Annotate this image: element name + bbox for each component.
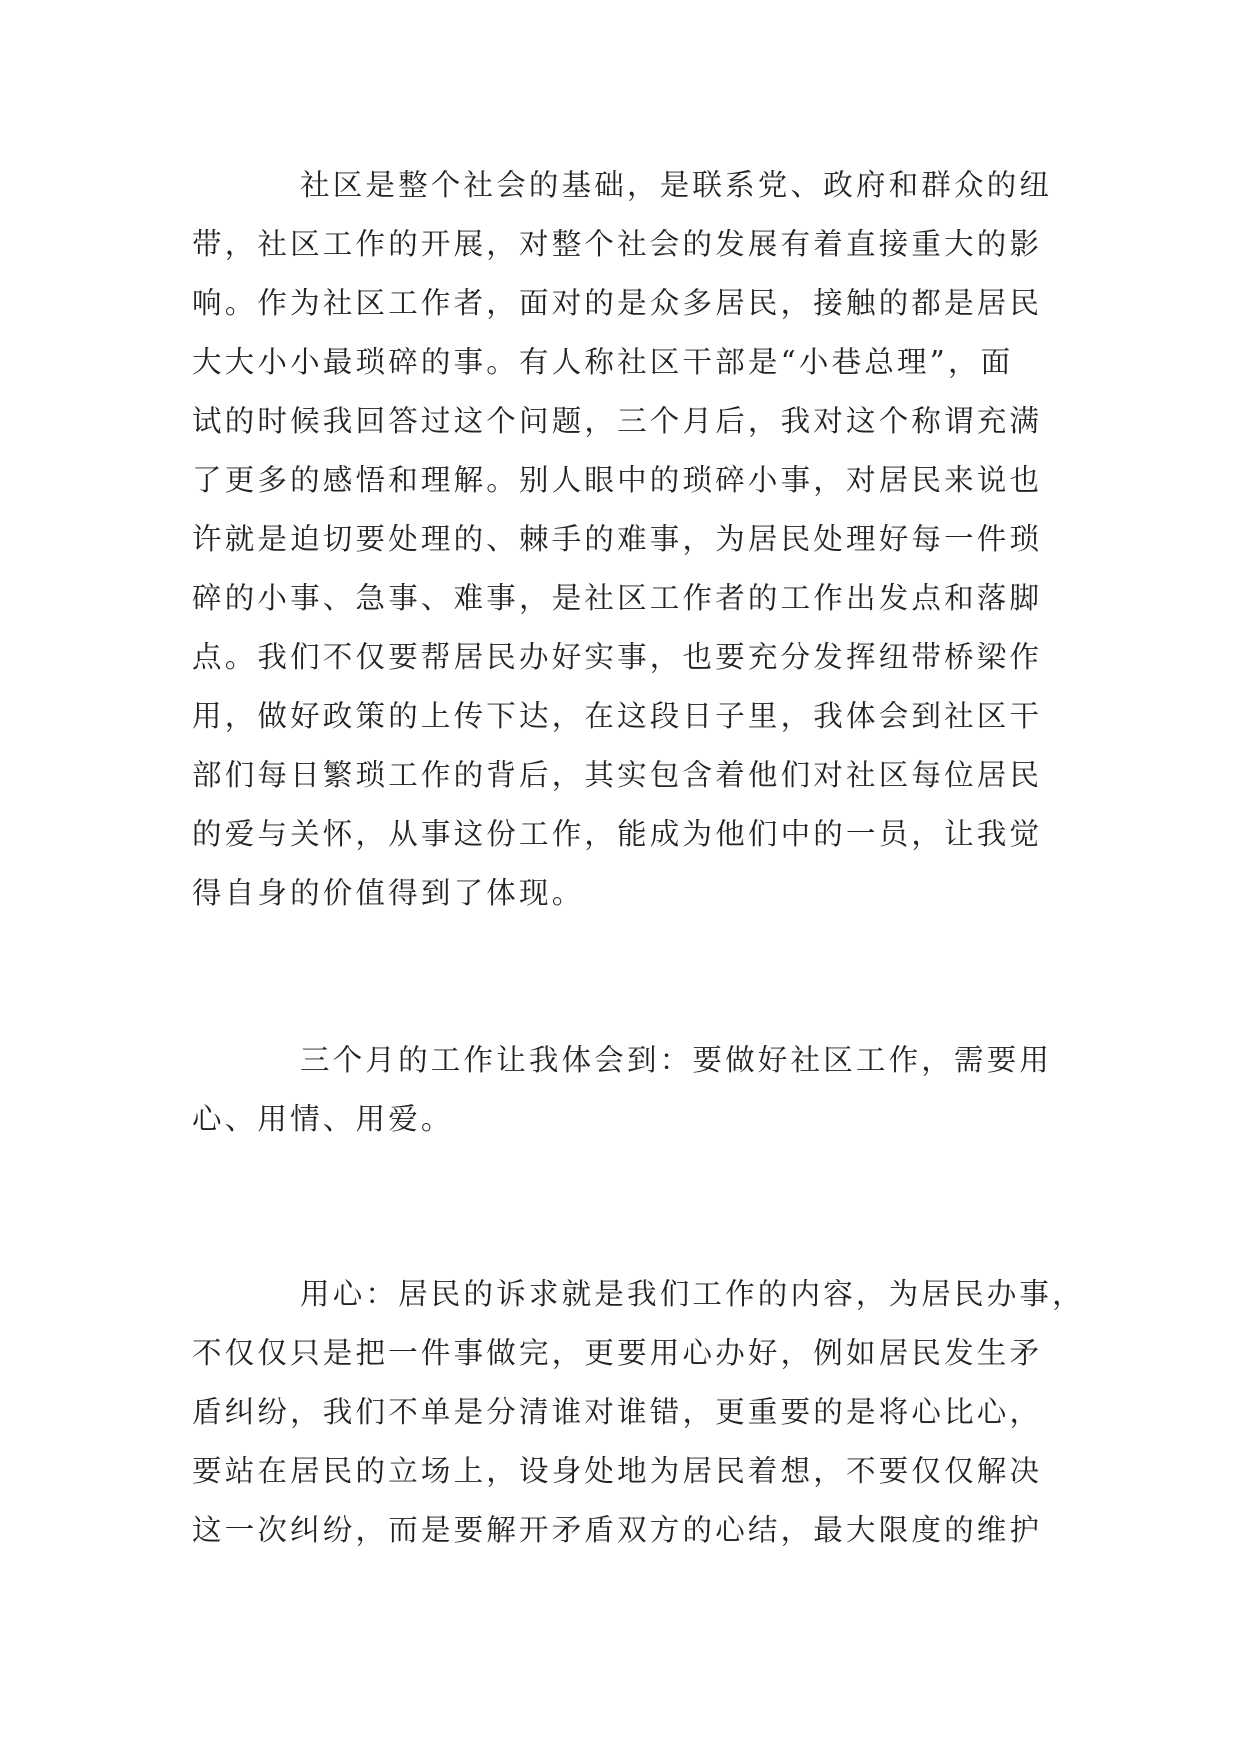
paragraph-community-foundation [192,156,1062,923]
paragraph-line: 社区是整个社会的基础，是联系党、政府和群众的纽 [300,168,1053,202]
paragraph-line: 三个月的工作让我体会到：要做好社区工作，需要用 [300,1043,1053,1077]
paragraph-line: 盾纠纷，我们不单是分清谁对谁错，更重要的是将心比心， [192,1395,1043,1429]
paragraph-line: 得自身的价值得到了体现。 [192,876,585,910]
paragraph-line: 了更多的感悟和理解。别人眼中的琐碎小事，对居民来说也 [192,463,1043,497]
paragraph-line: 心、用情、用爱。 [192,1102,454,1136]
paragraph-line: 的爱与关怀，从事这份工作，能成为他们中的一员，让我觉 [192,817,1043,851]
paragraph-line: 许就是迫切要处理的、棘手的难事，为居民处理好每一件琐 [192,522,1043,556]
paragraph-line: 响。作为社区工作者，面对的是众多居民，接触的都是居民 [192,286,1043,320]
paragraph-line: 大大小小最琐碎的事。有人称社区干部是“小巷总理”，面 [192,345,1014,379]
paragraph-line: 用心：居民的诉求就是我们工作的内容，为居民办事， [300,1277,1085,1311]
paragraph-line: 要站在居民的立场上，设身处地为居民着想，不要仅仅解决 [192,1454,1043,1488]
paragraph-line: 碎的小事、急事、难事，是社区工作者的工作出发点和落脚 [192,581,1043,615]
paragraph-line: 试的时候我回答过这个问题，三个月后，我对这个称谓充满 [192,404,1043,438]
paragraph-line: 这一次纠纷，而是要解开矛盾双方的心结，最大限度的维护 [192,1513,1043,1547]
paragraph-line: 部们每日繁琐工作的背后，其实包含着他们对社区每位居民 [192,758,1043,792]
paragraph-use-heart [192,1265,1085,1560]
paragraph-line: 带，社区工作的开展，对整个社会的发展有着直接重大的影 [192,227,1043,261]
paragraph-line: 点。我们不仅要帮居民办好实事，也要充分发挥纽带桥梁作 [192,640,1043,674]
paragraph-line: 用，做好政策的上传下达，在这段日子里，我体会到社区干 [192,699,1043,733]
paragraph-line: 不仅仅只是把一件事做完，更要用心办好，例如居民发生矛 [192,1336,1043,1370]
paragraph-three-months [192,1031,1062,1149]
